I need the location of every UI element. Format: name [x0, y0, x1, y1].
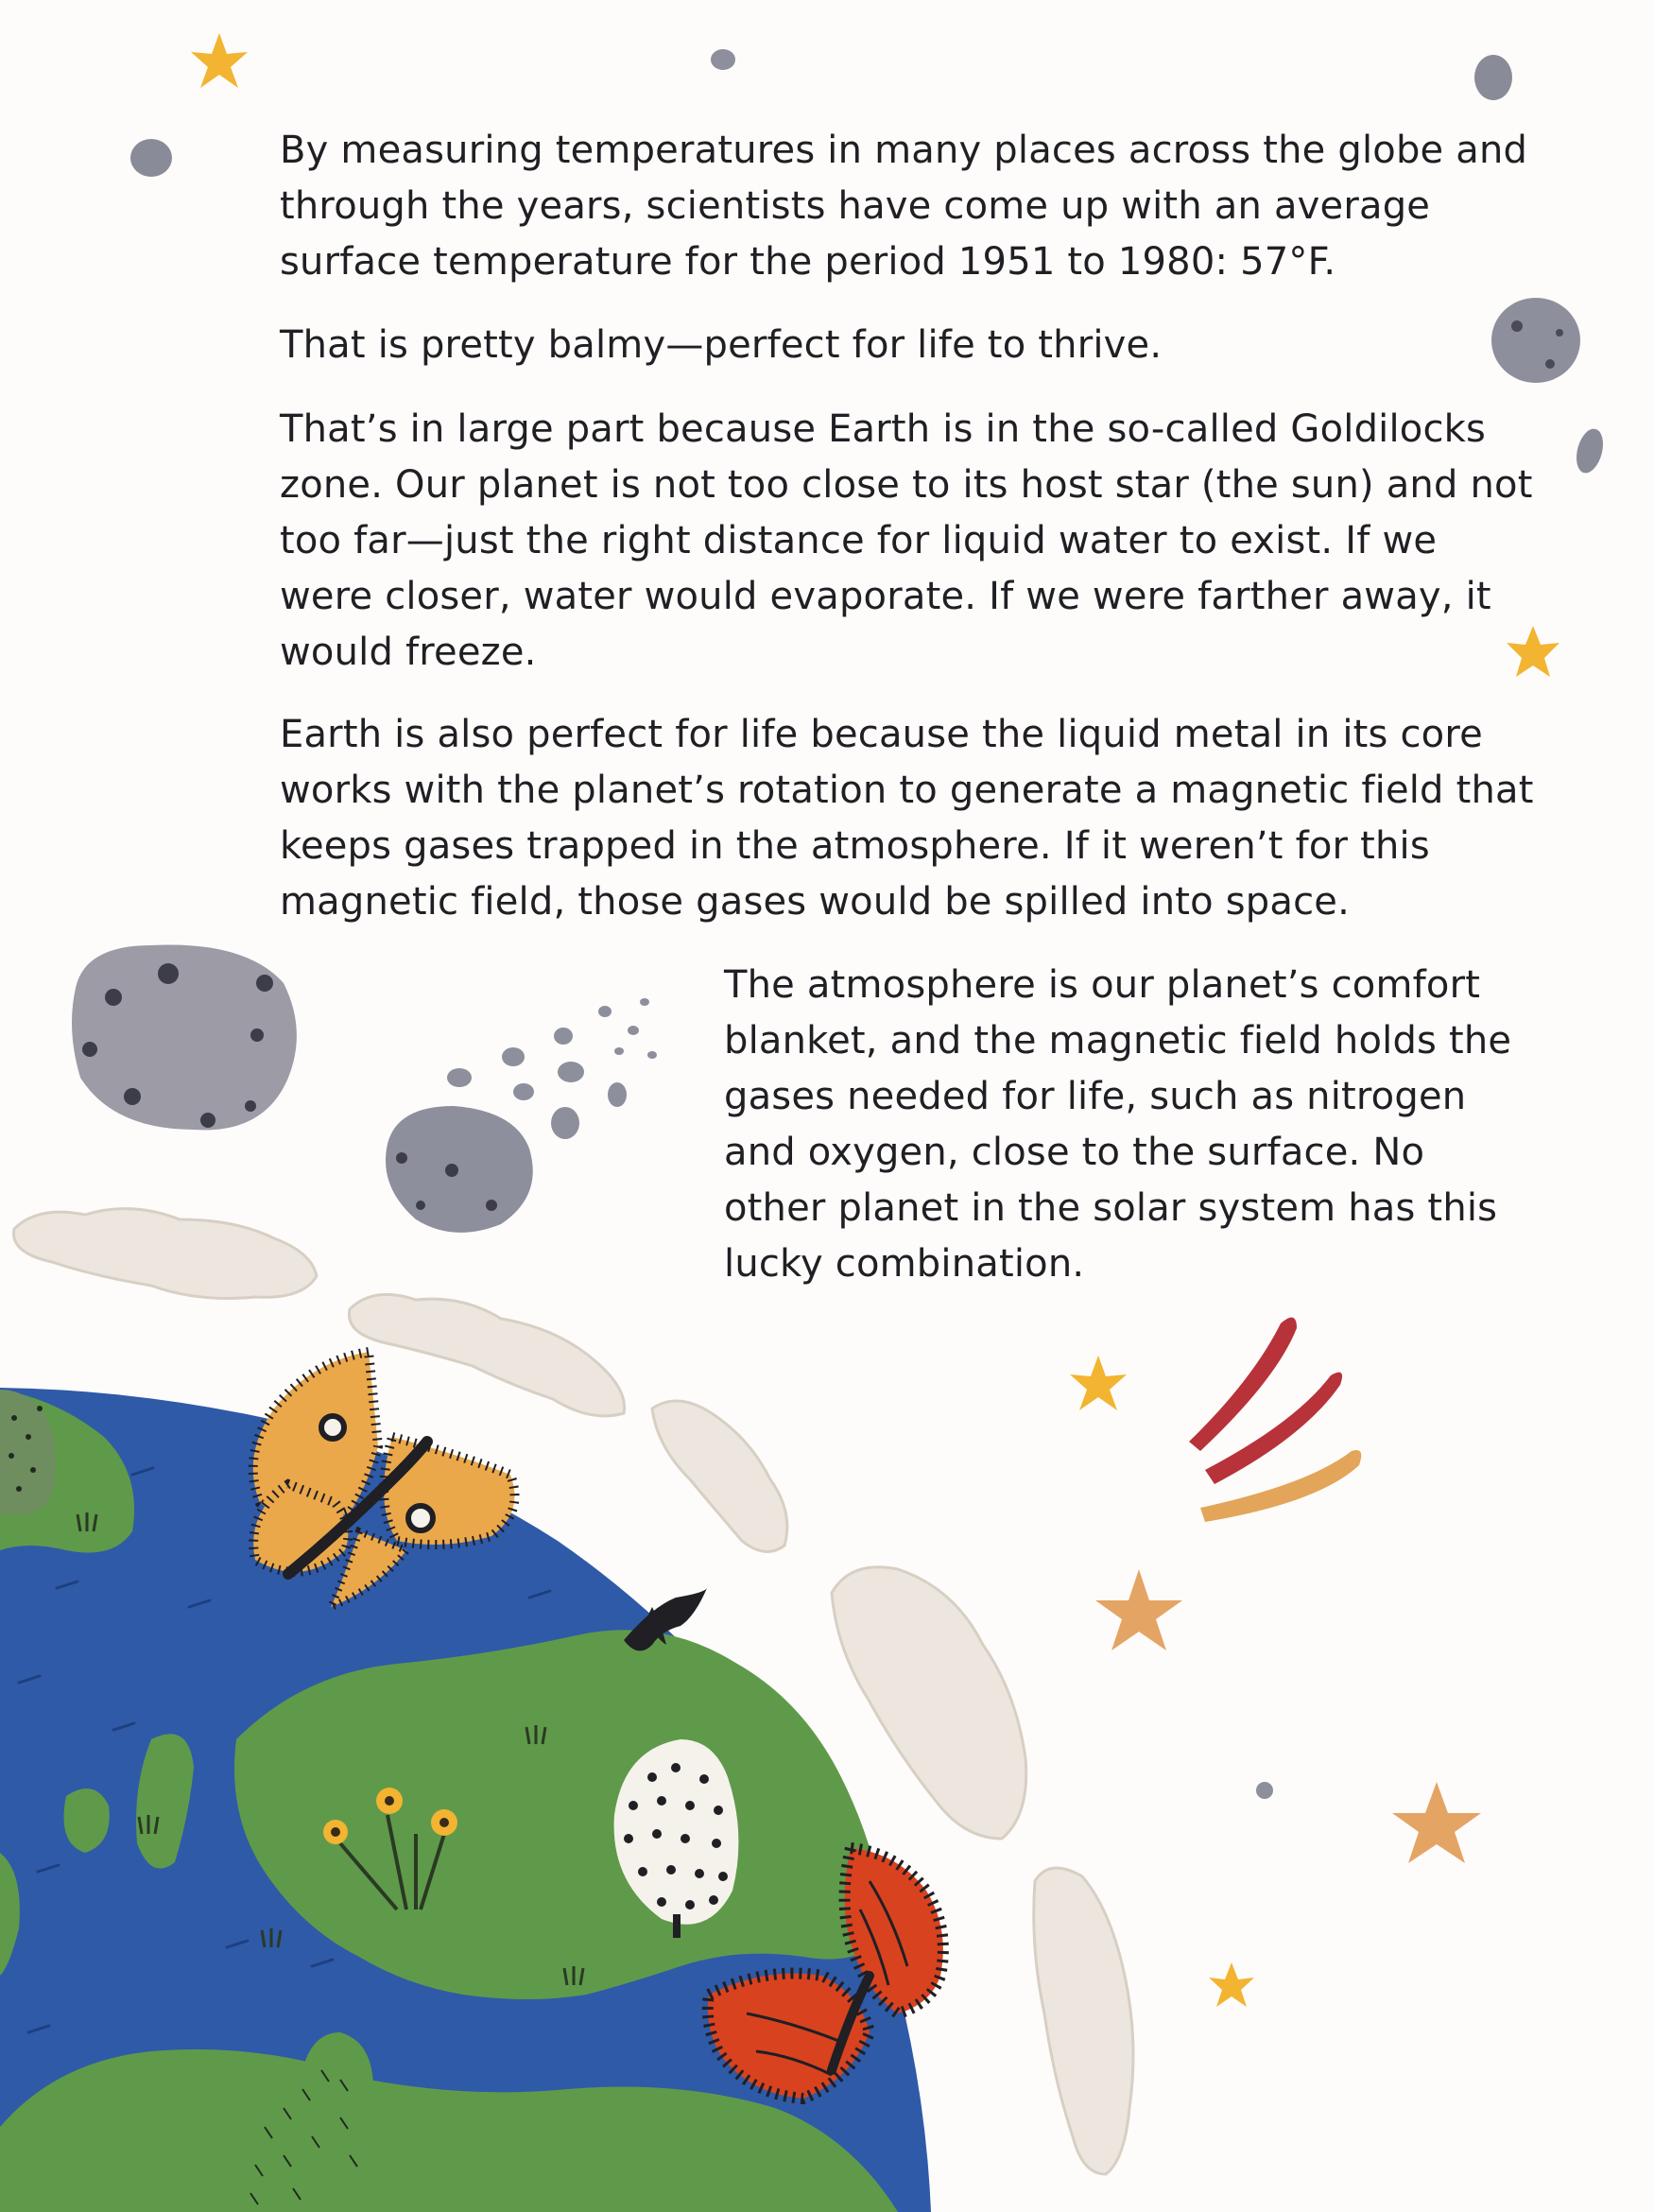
yellow-star-4: [1209, 1962, 1254, 2007]
paragraph-magnetic-field: [280, 707, 1537, 930]
paragraph-4-text: Earth is also perfect for life because the liquid metal in its core works with the planet’s rotation to generate a magnetic field that keeps gases trapped in the atmosphere. If it weren’t for this magnetic field, those gases would be spilled into space.: [280, 713, 1534, 924]
asteroid-small-1: [711, 49, 735, 70]
asteroid-medium-2: [386, 1106, 533, 1233]
asteroid-small-3: [130, 139, 172, 177]
paragraph-balmy: [280, 318, 1537, 373]
paragraph-1-text: By measuring temperatures in many places across the globe and through the years, scientists have come up with an average surface temperature for the period 1951 to 1980: 57°F.: [280, 129, 1528, 284]
paragraph-goldilocks-zone: [280, 402, 1537, 681]
paragraph-3-text: That’s in large part because Earth is in the so-called Goldilocks zone. Our planet is not too close to its host star (the sun) and not too far—just the right distance for liquid water to exist. If we were closer, water would evaporate. If we were farther away, it would freeze.: [280, 407, 1533, 674]
asteroid-small-4: [1572, 425, 1608, 475]
yellow-star-1: [191, 33, 248, 88]
paragraph-average-temperature: [280, 123, 1537, 290]
asteroid-large: [72, 945, 297, 1131]
tiny-asteroid: [1256, 1782, 1273, 1799]
orange-star: [1392, 1782, 1481, 1863]
paragraph-5-text: The atmosphere is our planet’s comfort blanket, and the magnetic field holds the gases needed for life, such as nitrogen and oxygen, close to the surface. No other planet in the solar system has this lucky combination.: [724, 963, 1512, 1286]
yellow-star-3: [1070, 1356, 1127, 1410]
shooting-star: [1095, 1318, 1361, 1650]
paragraph-2-text: That is pretty balmy—perfect for life to thrive.: [280, 323, 1163, 367]
paragraph-atmosphere-blanket: [724, 958, 1537, 1292]
asteroid-small-2: [1474, 55, 1512, 100]
